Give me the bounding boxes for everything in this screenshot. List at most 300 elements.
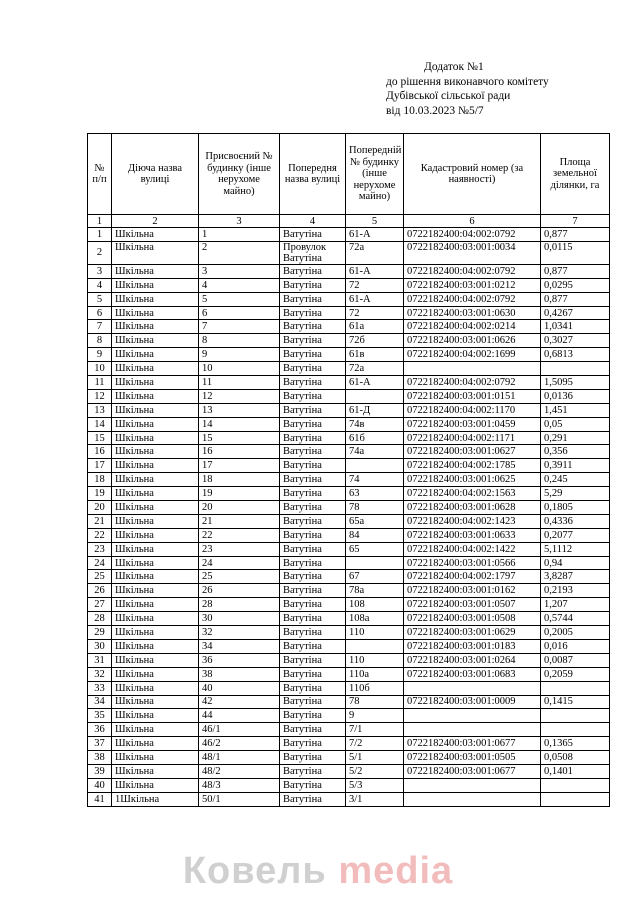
row-number-cell: 8: [88, 334, 112, 348]
previous-street-cell: Ватутіна: [280, 528, 346, 542]
decision-reference: до рішення виконавчого комітету: [386, 75, 549, 88]
land-area-cell: 0,1365: [541, 737, 610, 751]
land-area-cell: 0,291: [541, 431, 610, 445]
land-area-cell: 1,207: [541, 598, 610, 612]
assigned-number-cell: 48/3: [199, 778, 280, 792]
previous-number-cell: 78: [346, 695, 404, 709]
land-area-cell: 0,6813: [541, 348, 610, 362]
cadastral-number-cell: [404, 792, 541, 806]
land-area-cell: 0,877: [541, 292, 610, 306]
land-area-cell: 0,245: [541, 473, 610, 487]
cadastral-number-cell: 0722182400:03:001:0459: [404, 417, 541, 431]
assigned-number-cell: 48/2: [199, 764, 280, 778]
current-street-cell: Шкільна: [112, 417, 199, 431]
row-number-cell: 21: [88, 514, 112, 528]
previous-street-cell: Ватутіна: [280, 334, 346, 348]
current-street-cell: Шкільна: [112, 681, 199, 695]
table-row: [88, 764, 610, 778]
assigned-number-cell: 40: [199, 681, 280, 695]
current-street-cell: Шкільна: [112, 389, 199, 403]
previous-street-cell: Ватутіна: [280, 376, 346, 390]
cadastral-number-cell: 0722182400:03:001:0162: [404, 584, 541, 598]
land-area-cell: 0,877: [541, 228, 610, 242]
assigned-number-cell: 34: [199, 639, 280, 653]
land-area-cell: 0,3911: [541, 459, 610, 473]
row-number-cell: 32: [88, 667, 112, 681]
table-row: [88, 334, 610, 348]
land-area-cell: [541, 362, 610, 376]
current-street-cell: Шкільна: [112, 403, 199, 417]
assigned-number-cell: 10: [199, 362, 280, 376]
previous-number-cell: 61-Д: [346, 403, 404, 417]
land-area-cell: 1,0341: [541, 320, 610, 334]
land-area-cell: [541, 709, 610, 723]
previous-number-cell: 7/2: [346, 737, 404, 751]
table-row: [88, 723, 610, 737]
previous-number-cell: 110: [346, 653, 404, 667]
current-street-cell: Шкільна: [112, 334, 199, 348]
assigned-number-cell: 46/1: [199, 723, 280, 737]
current-street-cell: Шкільна: [112, 362, 199, 376]
land-area-cell: 0,356: [541, 445, 610, 459]
previous-number-cell: 65: [346, 542, 404, 556]
assigned-number-cell: 48/1: [199, 751, 280, 765]
current-street-cell: Шкільна: [112, 241, 199, 264]
cadastral-number-cell: 0722182400:03:001:0034: [404, 241, 541, 264]
table-row: [88, 459, 610, 473]
assigned-number-cell: 23: [199, 542, 280, 556]
current-street-cell: Шкільна: [112, 667, 199, 681]
previous-number-cell: 5/3: [346, 778, 404, 792]
column-number: 5: [346, 215, 404, 228]
cadastral-number-cell: 0722182400:03:001:0677: [404, 737, 541, 751]
table-row: [88, 473, 610, 487]
row-number-cell: 10: [88, 362, 112, 376]
assigned-number-cell: 30: [199, 612, 280, 626]
current-street-cell: Шкільна: [112, 228, 199, 242]
land-area-cell: 3,8287: [541, 570, 610, 584]
column-number: 2: [112, 215, 199, 228]
previous-street-cell: Ватутіна: [280, 306, 346, 320]
previous-street-cell: Ватутіна: [280, 584, 346, 598]
row-number-cell: 13: [88, 403, 112, 417]
row-number-cell: 12: [88, 389, 112, 403]
previous-number-cell: 5/2: [346, 764, 404, 778]
cadastral-number-cell: 0722182400:04:002:0792: [404, 264, 541, 278]
previous-street-cell: Ватутіна: [280, 389, 346, 403]
current-street-cell: Шкільна: [112, 695, 199, 709]
land-area-cell: 5,29: [541, 487, 610, 501]
land-area-cell: 0,2059: [541, 667, 610, 681]
row-number-cell: 6: [88, 306, 112, 320]
previous-street-cell: Ватутіна: [280, 264, 346, 278]
previous-number-cell: 74: [346, 473, 404, 487]
assigned-number-cell: 21: [199, 514, 280, 528]
watermark-part2: media: [338, 850, 454, 892]
assigned-number-cell: 15: [199, 431, 280, 445]
previous-number-cell: 72б: [346, 334, 404, 348]
previous-number-cell: [346, 389, 404, 403]
appendix-title: Додаток №1: [424, 61, 484, 73]
current-street-cell: Шкільна: [112, 764, 199, 778]
row-number-cell: 5: [88, 292, 112, 306]
cadastral-number-cell: [404, 362, 541, 376]
previous-number-cell: 63: [346, 487, 404, 501]
cadastral-number-cell: 0722182400:03:001:0508: [404, 612, 541, 626]
row-number-cell: 33: [88, 681, 112, 695]
table-row: [88, 389, 610, 403]
table-header-row: [88, 134, 610, 215]
row-number-cell: 41: [88, 792, 112, 806]
cadastral-number-cell: 0722182400:03:001:0507: [404, 598, 541, 612]
current-street-cell: Шкільна: [112, 431, 199, 445]
table-row: [88, 792, 610, 806]
cadastral-number-cell: 0722182400:04:002:1170: [404, 403, 541, 417]
current-street-cell: Шкільна: [112, 376, 199, 390]
cadastral-number-cell: 0722182400:03:001:0677: [404, 764, 541, 778]
land-area-cell: 0,1805: [541, 501, 610, 515]
assigned-number-cell: 6: [199, 306, 280, 320]
previous-number-cell: 61-А: [346, 376, 404, 390]
land-area-cell: 0,0295: [541, 278, 610, 292]
cadastral-number-cell: 0722182400:03:001:0264: [404, 653, 541, 667]
row-number-cell: 30: [88, 639, 112, 653]
row-number-cell: 23: [88, 542, 112, 556]
current-street-cell: Шкільна: [112, 514, 199, 528]
land-area-cell: [541, 778, 610, 792]
previous-street-cell: Ватутіна: [280, 403, 346, 417]
assigned-number-cell: 46/2: [199, 737, 280, 751]
row-number-cell: 37: [88, 737, 112, 751]
current-street-cell: Шкільна: [112, 639, 199, 653]
table-row: [88, 751, 610, 765]
table-row: [88, 292, 610, 306]
column-number-row: [88, 215, 610, 228]
assigned-number-cell: 3: [199, 264, 280, 278]
col-header-cadastral-number: Кадастровий номер (за наявності): [404, 134, 541, 215]
cadastral-number-cell: 0722182400:04:002:1563: [404, 487, 541, 501]
current-street-cell: 1Шкільна: [112, 792, 199, 806]
land-area-cell: [541, 792, 610, 806]
previous-street-cell: Ватутіна: [280, 445, 346, 459]
previous-street-cell: Ватутіна: [280, 667, 346, 681]
current-street-cell: Шкільна: [112, 501, 199, 515]
assigned-number-cell: 25: [199, 570, 280, 584]
cadastral-number-cell: 0722182400:04:002:0792: [404, 376, 541, 390]
table-row: [88, 542, 610, 556]
assigned-number-cell: 38: [199, 667, 280, 681]
assigned-number-cell: 32: [199, 626, 280, 640]
previous-street-cell: Ватутіна: [280, 487, 346, 501]
current-street-cell: Шкільна: [112, 542, 199, 556]
column-number: 4: [280, 215, 346, 228]
previous-street-cell: Ватутіна: [280, 639, 346, 653]
previous-street-cell: Ватутіна: [280, 681, 346, 695]
land-area-cell: 5,1112: [541, 542, 610, 556]
assigned-number-cell: 22: [199, 528, 280, 542]
row-number-cell: 35: [88, 709, 112, 723]
previous-street-cell: Ватутіна: [280, 626, 346, 640]
land-area-cell: 0,4336: [541, 514, 610, 528]
cadastral-number-cell: [404, 778, 541, 792]
previous-number-cell: 61-А: [346, 228, 404, 242]
col-header-previous-number: Попередній № будинку (інше нерухоме майно): [346, 134, 404, 215]
land-area-cell: 0,1401: [541, 764, 610, 778]
cadastral-number-cell: 0722182400:03:001:0627: [404, 445, 541, 459]
assigned-number-cell: 8: [199, 334, 280, 348]
row-number-cell: 26: [88, 584, 112, 598]
previous-street-cell: Ватутіна: [280, 362, 346, 376]
previous-street-cell: Ватутіна: [280, 473, 346, 487]
land-area-cell: 0,05: [541, 417, 610, 431]
cadastral-number-cell: 0722182400:04:002:0792: [404, 292, 541, 306]
row-number-cell: 31: [88, 653, 112, 667]
table-row: [88, 362, 610, 376]
cadastral-number-cell: 0722182400:04:002:0792: [404, 228, 541, 242]
column-number: 6: [404, 215, 541, 228]
previous-street-cell: Ватутіна: [280, 751, 346, 765]
table-row: [88, 681, 610, 695]
table-row: [88, 584, 610, 598]
cadastral-number-cell: 0722182400:03:001:0566: [404, 556, 541, 570]
land-area-cell: 0,016: [541, 639, 610, 653]
land-area-cell: [541, 723, 610, 737]
land-area-cell: 0,0087: [541, 653, 610, 667]
table-row: [88, 598, 610, 612]
current-street-cell: Шкільна: [112, 723, 199, 737]
assigned-number-cell: 17: [199, 459, 280, 473]
row-number-cell: 34: [88, 695, 112, 709]
current-street-cell: Шкільна: [112, 528, 199, 542]
previous-street-cell: Ватутіна: [280, 228, 346, 242]
previous-number-cell: 61-А: [346, 292, 404, 306]
assigned-number-cell: 50/1: [199, 792, 280, 806]
table-row: [88, 737, 610, 751]
previous-number-cell: 108: [346, 598, 404, 612]
current-street-cell: Шкільна: [112, 320, 199, 334]
table-row: [88, 639, 610, 653]
row-number-cell: 17: [88, 459, 112, 473]
row-number-cell: 16: [88, 445, 112, 459]
table-row: [88, 487, 610, 501]
previous-street-cell: Ватутіна: [280, 556, 346, 570]
previous-number-cell: 108а: [346, 612, 404, 626]
column-number: 7: [541, 215, 610, 228]
col-header-current-street: Діюча назва вулиці: [112, 134, 199, 215]
assigned-number-cell: 4: [199, 278, 280, 292]
column-number: 3: [199, 215, 280, 228]
watermark-part1: Ковель: [182, 850, 327, 892]
table-row: [88, 241, 610, 264]
previous-street-cell: Ватутіна: [280, 709, 346, 723]
current-street-cell: Шкільна: [112, 264, 199, 278]
land-area-cell: 0,2193: [541, 584, 610, 598]
row-number-cell: 1: [88, 228, 112, 242]
table-row: [88, 612, 610, 626]
current-street-cell: Шкільна: [112, 737, 199, 751]
previous-number-cell: [346, 556, 404, 570]
land-area-cell: 0,0508: [541, 751, 610, 765]
assigned-number-cell: 14: [199, 417, 280, 431]
previous-street-cell: Ватутіна: [280, 598, 346, 612]
row-number-cell: 7: [88, 320, 112, 334]
current-street-cell: Шкільна: [112, 556, 199, 570]
cadastral-number-cell: 0722182400:04:002:1785: [404, 459, 541, 473]
cadastral-number-cell: 0722182400:04:002:1699: [404, 348, 541, 362]
previous-street-cell: Ватутіна: [280, 348, 346, 362]
current-street-cell: Шкільна: [112, 278, 199, 292]
cadastral-number-cell: [404, 681, 541, 695]
current-street-cell: Шкільна: [112, 653, 199, 667]
row-number-cell: 9: [88, 348, 112, 362]
assigned-number-cell: 11: [199, 376, 280, 390]
row-number-cell: 24: [88, 556, 112, 570]
assigned-number-cell: 12: [199, 389, 280, 403]
row-number-cell: 38: [88, 751, 112, 765]
assigned-number-cell: 28: [199, 598, 280, 612]
cadastral-number-cell: 0722182400:04:002:1797: [404, 570, 541, 584]
previous-number-cell: 110а: [346, 667, 404, 681]
column-number: 1: [88, 215, 112, 228]
previous-street-cell: Ватутіна: [280, 292, 346, 306]
previous-street-cell: Ватутіна: [280, 764, 346, 778]
table-row: [88, 431, 610, 445]
cadastral-number-cell: 0722182400:03:001:0629: [404, 626, 541, 640]
land-area-cell: 0,2005: [541, 626, 610, 640]
previous-number-cell: [346, 459, 404, 473]
assigned-number-cell: 13: [199, 403, 280, 417]
current-street-cell: Шкільна: [112, 751, 199, 765]
kovel-media-watermark: [0, 850, 636, 893]
table-row: [88, 417, 610, 431]
table-row: [88, 228, 610, 242]
land-area-cell: 0,0136: [541, 389, 610, 403]
previous-street-cell: Ватутіна: [280, 501, 346, 515]
assigned-number-cell: 26: [199, 584, 280, 598]
current-street-cell: Шкільна: [112, 584, 199, 598]
table-row: [88, 403, 610, 417]
row-number-cell: 14: [88, 417, 112, 431]
previous-street-cell: Ватутіна: [280, 542, 346, 556]
row-number-cell: 4: [88, 278, 112, 292]
table-row: [88, 376, 610, 390]
land-area-cell: 0,94: [541, 556, 610, 570]
address-register-table: [87, 133, 610, 807]
row-number-cell: 39: [88, 764, 112, 778]
table-row: [88, 778, 610, 792]
table-row: [88, 709, 610, 723]
table-row: [88, 556, 610, 570]
row-number-cell: 29: [88, 626, 112, 640]
row-number-cell: 22: [88, 528, 112, 542]
previous-number-cell: 72а: [346, 362, 404, 376]
row-number-cell: 15: [88, 431, 112, 445]
col-header-land-area: Площа земельної ділянки, га: [541, 134, 610, 215]
previous-street-cell: Ватутіна: [280, 612, 346, 626]
current-street-cell: Шкільна: [112, 598, 199, 612]
land-area-cell: 0,1415: [541, 695, 610, 709]
document-header: [386, 60, 626, 118]
previous-street-cell: Ватутіна: [280, 792, 346, 806]
table-row: [88, 501, 610, 515]
row-number-cell: 20: [88, 501, 112, 515]
cadastral-number-cell: 0722182400:03:001:0505: [404, 751, 541, 765]
previous-street-cell: Ватутіна: [280, 431, 346, 445]
table-row: [88, 695, 610, 709]
previous-street-cell: Ватутіна: [280, 695, 346, 709]
table-row: [88, 528, 610, 542]
row-number-cell: 25: [88, 570, 112, 584]
current-street-cell: Шкільна: [112, 612, 199, 626]
table-row: [88, 445, 610, 459]
previous-street-cell: Ватутіна: [280, 778, 346, 792]
current-street-cell: Шкільна: [112, 626, 199, 640]
cadastral-number-cell: 0722182400:04:002:1422: [404, 542, 541, 556]
assigned-number-cell: 9: [199, 348, 280, 362]
assigned-number-cell: 42: [199, 695, 280, 709]
row-number-cell: 40: [88, 778, 112, 792]
decision-date: від 10.03.2023 №5/7: [386, 104, 484, 117]
previous-street-cell: Ватутіна: [280, 723, 346, 737]
row-number-cell: 18: [88, 473, 112, 487]
land-area-cell: 0,4267: [541, 306, 610, 320]
cadastral-number-cell: 0722182400:03:001:0151: [404, 389, 541, 403]
previous-number-cell: 110: [346, 626, 404, 640]
cadastral-number-cell: 0722182400:03:001:0628: [404, 501, 541, 515]
previous-street-cell: Ватутіна: [280, 417, 346, 431]
previous-number-cell: 61-А: [346, 264, 404, 278]
cadastral-number-cell: 0722182400:03:001:0633: [404, 528, 541, 542]
previous-street-cell: Ватутіна: [280, 278, 346, 292]
table-row: [88, 626, 610, 640]
table-row: [88, 570, 610, 584]
assigned-number-cell: 20: [199, 501, 280, 515]
cadastral-number-cell: 0722182400:03:001:0683: [404, 667, 541, 681]
assigned-number-cell: 2: [199, 241, 280, 264]
previous-number-cell: 9: [346, 709, 404, 723]
assigned-number-cell: 19: [199, 487, 280, 501]
previous-number-cell: 61а: [346, 320, 404, 334]
land-area-cell: 0,3027: [541, 334, 610, 348]
previous-number-cell: 7/1: [346, 723, 404, 737]
previous-street-cell: Ватутіна: [280, 570, 346, 584]
previous-street-cell: Ватутіна: [280, 459, 346, 473]
cadastral-number-cell: 0722182400:03:001:0630: [404, 306, 541, 320]
assigned-number-cell: 1: [199, 228, 280, 242]
previous-number-cell: 72: [346, 278, 404, 292]
previous-number-cell: [346, 639, 404, 653]
previous-number-cell: 61б: [346, 431, 404, 445]
cadastral-number-cell: 0722182400:03:001:0626: [404, 334, 541, 348]
assigned-number-cell: 18: [199, 473, 280, 487]
previous-number-cell: 5/1: [346, 751, 404, 765]
previous-number-cell: 61в: [346, 348, 404, 362]
previous-number-cell: 72а: [346, 241, 404, 264]
cadastral-number-cell: 0722182400:03:001:0212: [404, 278, 541, 292]
previous-number-cell: 78: [346, 501, 404, 515]
cadastral-number-cell: 0722182400:03:001:0625: [404, 473, 541, 487]
assigned-number-cell: 5: [199, 292, 280, 306]
cadastral-number-cell: 0722182400:04:002:1423: [404, 514, 541, 528]
col-header-assigned-number: Присвоєний № будинку (інше нерухоме майно): [199, 134, 280, 215]
previous-number-cell: 72: [346, 306, 404, 320]
table-row: [88, 306, 610, 320]
row-number-cell: 19: [88, 487, 112, 501]
col-header-number: № п/п: [88, 134, 112, 215]
land-area-cell: 0,0115: [541, 241, 610, 264]
current-street-cell: Шкільна: [112, 570, 199, 584]
previous-street-cell: Ватутіна: [280, 514, 346, 528]
